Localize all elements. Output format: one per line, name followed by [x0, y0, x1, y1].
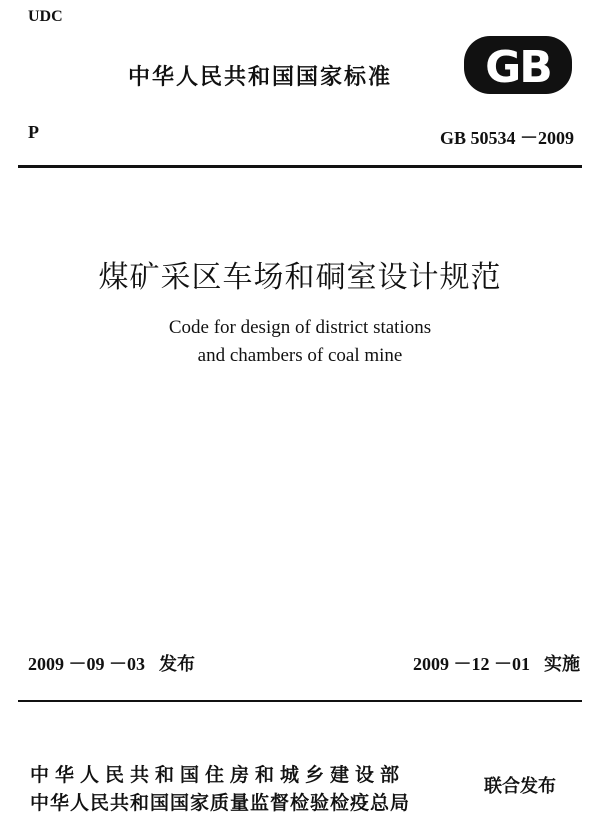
publish-date: 2009 －09 －03 — [28, 654, 145, 674]
standard-type: 中华人民共和国国家标准 — [128, 65, 393, 90]
title-english-line2: and chambers of coal mine — [197, 345, 403, 366]
implement-date-block — [413, 650, 580, 676]
issuer-aqsiq: 中华人民共和国国家质量监督检验检疫总局 — [30, 792, 411, 814]
svg-text:GB: GB — [485, 42, 551, 93]
title-english-line1: Code for design of district stations — [168, 317, 432, 338]
gb-logo-icon — [462, 34, 574, 96]
classification-code: P — [28, 122, 39, 142]
publish-date-block — [28, 650, 195, 676]
joint-publish-label: 联合发布 — [484, 776, 556, 797]
title-english — [0, 314, 600, 370]
top-divider — [18, 165, 582, 168]
title-chinese: 煤矿采区车场和硐室设计规范 — [98, 260, 502, 295]
udc-label: UDC — [28, 8, 63, 25]
implement-label: 实施 — [544, 654, 580, 675]
standard-number: GB 50534 －2009 — [439, 128, 574, 148]
issuer-ministry: 中华人民共和国住房和城乡建设部 — [30, 764, 406, 786]
implement-date: 2009 －12 －01 — [413, 654, 530, 674]
publish-label: 发布 — [159, 654, 195, 675]
bottom-divider — [18, 700, 582, 702]
